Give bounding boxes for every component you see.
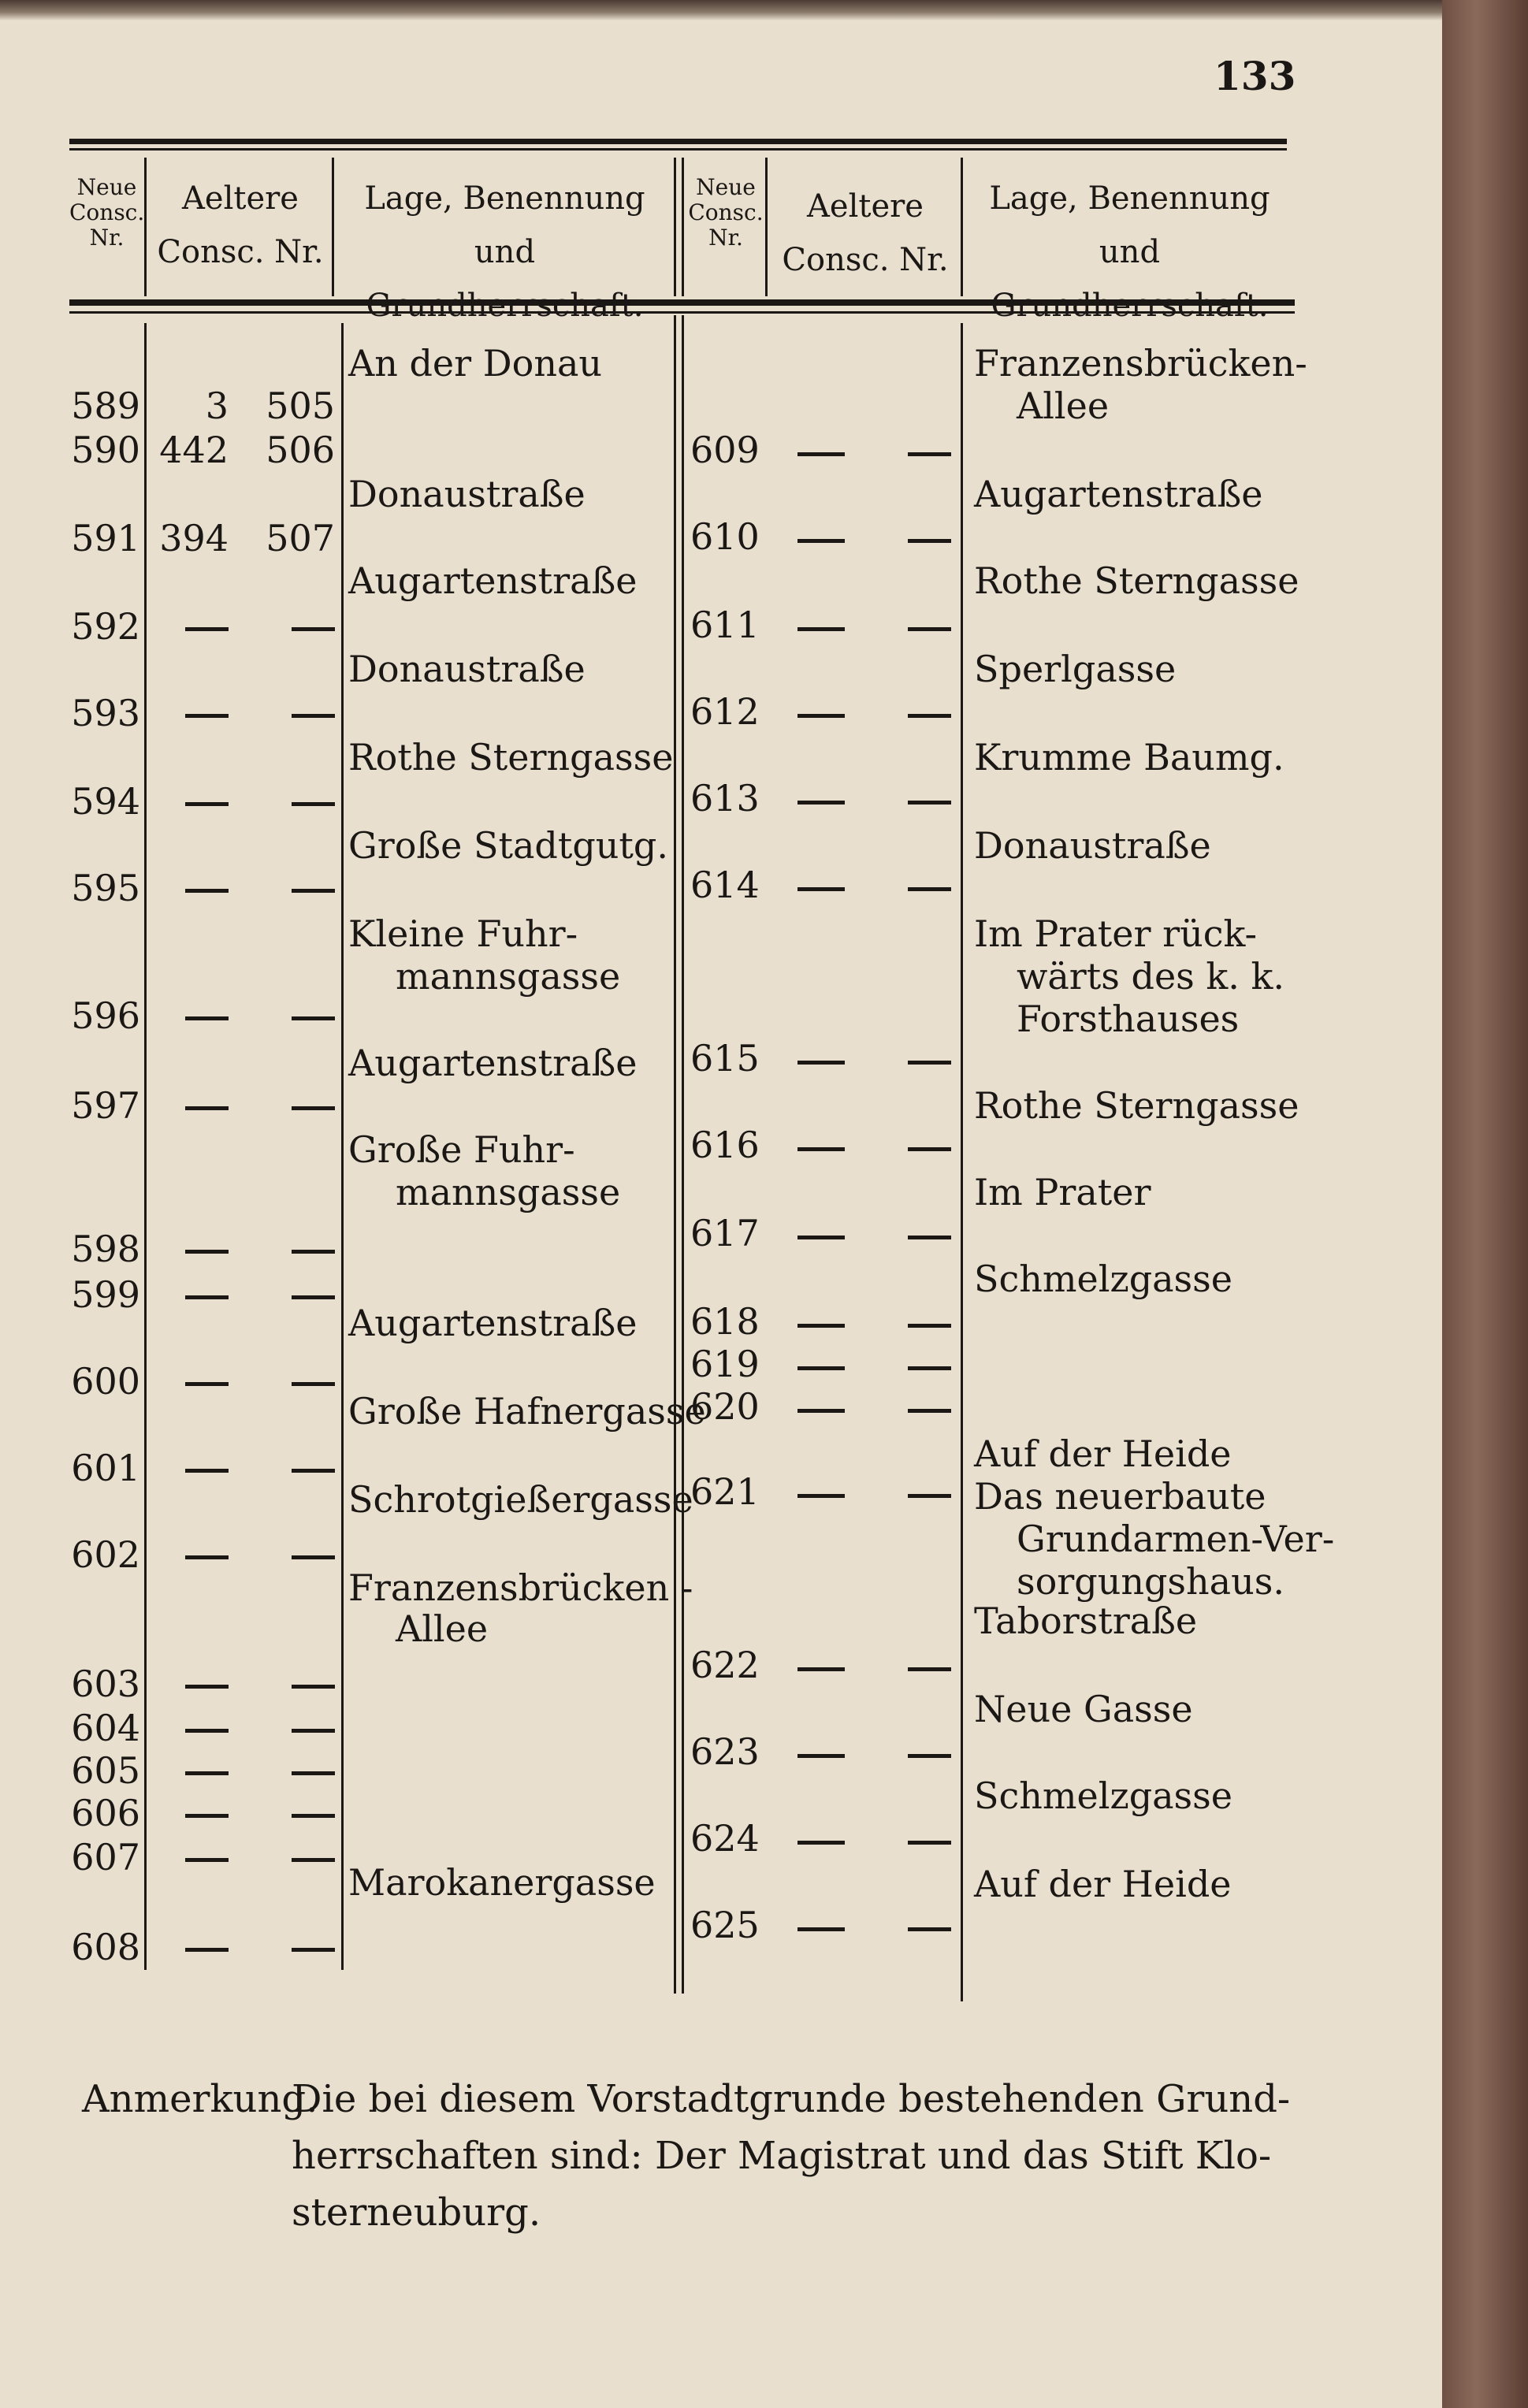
header-divider [332, 158, 334, 296]
right-neue-nr: 618 [690, 1300, 760, 1343]
left-location: Große Hafnergasse [348, 1390, 706, 1433]
left-aeltere-nr-1: 442 [159, 429, 229, 471]
left-aeltere-nr-2 [292, 889, 335, 893]
header-aeltere-consc-nr-right: Aeltere Consc. Nr. [782, 188, 949, 278]
left-location: Kleine Fuhr- [348, 912, 578, 955]
left-aeltere-nr-2 [292, 1814, 335, 1818]
left-location: Große Fuhr- [348, 1128, 575, 1171]
left-neue-nr: 595 [71, 867, 140, 909]
left-aeltere-nr-2 [292, 1858, 335, 1862]
right-location: Schmelzgasse [974, 1258, 1232, 1300]
left-aeltere-nr-2 [292, 714, 335, 718]
left-location: Rothe Sterngasse [348, 736, 674, 779]
right-location: Im Prater rück- [974, 912, 1258, 955]
right-aeltere-nr-2 [908, 1409, 951, 1413]
right-aeltere-nr-1 [797, 1667, 845, 1671]
right-aeltere-nr-1 [797, 1754, 845, 1758]
right-location: Augartenstraße [974, 473, 1263, 515]
right-aeltere-nr-2 [908, 539, 951, 543]
page-top-edge [0, 0, 1442, 20]
right-aeltere-nr-1 [797, 1841, 845, 1845]
left-aeltere-nr-2 [292, 1106, 335, 1110]
left-aeltere-nr-1 [185, 802, 229, 806]
right-aeltere-nr-1 [797, 1366, 845, 1370]
right-location: Auf der Heide [974, 1863, 1232, 1905]
right-aeltere-nr-2 [908, 1667, 951, 1671]
header-neue-consc-nr: Neue Consc. Nr. [69, 174, 145, 251]
left-neue-nr: 597 [71, 1084, 140, 1127]
left-aeltere-nr-2 [292, 1469, 335, 1473]
right-neue-nr: 619 [690, 1343, 760, 1385]
left-location: Marokanergasse [348, 1861, 656, 1904]
left-aeltere-nr-2 [292, 1555, 335, 1559]
right-neue-nr: 611 [690, 604, 760, 646]
column-divider [682, 315, 684, 1994]
left-aeltere-nr-1 [185, 1382, 229, 1386]
left-location: Augartenstraße [348, 559, 638, 602]
left-location: Allee [396, 1607, 489, 1650]
right-aeltere-nr-2 [908, 801, 951, 805]
left-neue-nr: 603 [71, 1663, 140, 1705]
left-aeltere-nr-2 [292, 1729, 335, 1733]
right-aeltere-nr-2 [908, 1324, 951, 1328]
header-divider [682, 158, 684, 296]
right-aeltere-nr-2 [908, 452, 951, 456]
right-aeltere-nr-1 [797, 1409, 845, 1413]
header-lage: Lage, Benennung und Grundherrschaft. [364, 180, 645, 324]
right-aeltere-nr-2 [908, 1494, 951, 1498]
left-aeltere-nr-2: 505 [266, 385, 335, 427]
left-aeltere-nr-1 [185, 1106, 229, 1110]
right-location: Taborstraße [974, 1600, 1198, 1642]
column-divider [674, 315, 676, 1994]
left-location: Franzensbrücken - [348, 1566, 693, 1609]
left-neue-nr: 600 [71, 1360, 140, 1403]
left-aeltere-nr-2 [292, 1771, 335, 1775]
right-location: Schmelzgasse [974, 1774, 1232, 1817]
left-aeltere-nr-2 [292, 1016, 335, 1020]
right-location: Sperlgasse [974, 648, 1177, 690]
right-aeltere-nr-2 [908, 1061, 951, 1065]
right-location: Rothe Sterngasse [974, 559, 1299, 602]
left-aeltere-nr-1 [185, 1814, 229, 1818]
right-neue-nr: 620 [690, 1385, 760, 1428]
right-location: Im Prater [974, 1171, 1151, 1213]
right-location: Das neuerbaute [974, 1475, 1266, 1518]
left-location: Schrotgießergasse [348, 1478, 693, 1521]
right-neue-nr: 609 [690, 429, 760, 471]
right-location: Rothe Sterngasse [974, 1084, 1299, 1127]
note-line-2: herrschaften sind: Der Magistrat und das Stift Klo- [292, 2134, 1272, 2178]
left-neue-nr: 598 [71, 1228, 140, 1270]
right-aeltere-nr-2 [908, 1841, 951, 1845]
right-neue-nr: 622 [690, 1644, 760, 1686]
left-aeltere-nr-1 [185, 1016, 229, 1020]
left-location: Augartenstraße [348, 1042, 638, 1084]
left-aeltere-nr-1 [185, 889, 229, 893]
right-neue-nr: 615 [690, 1037, 760, 1080]
right-aeltere-nr-2 [908, 627, 951, 631]
right-neue-nr: 624 [690, 1817, 760, 1860]
right-aeltere-nr-1 [797, 1324, 845, 1328]
right-aeltere-nr-2 [908, 1147, 951, 1151]
left-aeltere-nr-2 [292, 1295, 335, 1299]
right-neue-nr: 613 [690, 777, 760, 819]
right-neue-nr: 610 [690, 515, 760, 558]
right-location: Auf der Heide [974, 1433, 1232, 1475]
left-neue-nr: 601 [71, 1447, 140, 1489]
right-location: Donaustraße [974, 824, 1211, 867]
right-aeltere-nr-1 [797, 1236, 845, 1239]
right-aeltere-nr-1 [797, 1061, 845, 1065]
left-neue-nr: 608 [71, 1926, 140, 1968]
right-aeltere-nr-1 [797, 539, 845, 543]
header-divider [765, 158, 768, 296]
note-label: Anmerkung. [82, 2077, 318, 2121]
left-aeltere-nr-2 [292, 1250, 335, 1254]
note-line-1: Die bei diesem Vorstadtgrunde bestehenden Grund- [292, 2077, 1291, 2121]
right-aeltere-nr-2 [908, 1366, 951, 1370]
header-aeltere-consc-nr: Aeltere Consc. Nr. [157, 180, 324, 270]
left-aeltere-nr-1 [185, 1250, 229, 1254]
left-location: Große Stadtgutg. [348, 824, 668, 867]
header-top-rule [69, 139, 1287, 144]
header-divider [674, 158, 676, 296]
column-divider [961, 323, 963, 2001]
right-neue-nr: 616 [690, 1124, 760, 1166]
right-aeltere-nr-2 [908, 1754, 951, 1758]
right-neue-nr: 614 [690, 864, 760, 906]
left-location: Donaustraße [348, 648, 586, 690]
left-aeltere-nr-2 [292, 627, 335, 631]
left-neue-nr: 591 [71, 517, 140, 559]
right-aeltere-nr-2 [908, 1927, 951, 1931]
left-aeltere-nr-1: 3 [205, 385, 229, 427]
right-aeltere-nr-1 [797, 714, 845, 718]
left-neue-nr: 592 [71, 605, 140, 648]
right-location: sorgungshaus. [1017, 1560, 1284, 1603]
left-neue-nr: 605 [71, 1749, 140, 1792]
header-top-rule-thin [69, 148, 1287, 150]
left-neue-nr: 594 [71, 780, 140, 823]
header-divider [144, 158, 147, 296]
left-aeltere-nr-1 [185, 1555, 229, 1559]
right-aeltere-nr-1 [797, 1927, 845, 1931]
left-aeltere-nr-2: 506 [266, 429, 335, 471]
note-line-3: sterneuburg. [292, 2191, 541, 2235]
left-neue-nr: 599 [71, 1273, 140, 1316]
right-aeltere-nr-1 [797, 887, 845, 891]
left-aeltere-nr-1 [185, 1729, 229, 1733]
left-location: mannsgasse [396, 955, 621, 998]
left-neue-nr: 590 [71, 429, 140, 471]
right-location: Franzensbrücken- [974, 342, 1307, 385]
right-aeltere-nr-1 [797, 452, 845, 456]
right-location: Neue Gasse [974, 1688, 1193, 1730]
left-aeltere-nr-2: 507 [266, 517, 335, 559]
left-neue-nr: 593 [71, 692, 140, 734]
right-neue-nr: 623 [690, 1730, 760, 1773]
right-aeltere-nr-1 [797, 801, 845, 805]
left-aeltere-nr-1 [185, 1858, 229, 1862]
header-lage-right: Lage, Benennung und Grundherrschaft. [989, 180, 1270, 324]
right-aeltere-nr-2 [908, 1236, 951, 1239]
left-neue-nr: 589 [71, 385, 140, 427]
column-divider [144, 323, 147, 1970]
right-aeltere-nr-2 [908, 887, 951, 891]
left-location: Donaustraße [348, 473, 586, 515]
header-divider [961, 158, 963, 296]
left-aeltere-nr-1 [185, 627, 229, 631]
right-neue-nr: 621 [690, 1470, 760, 1513]
right-aeltere-nr-2 [908, 714, 951, 718]
left-aeltere-nr-1 [185, 1295, 229, 1299]
right-location: Forsthauses [1017, 998, 1240, 1040]
right-location: Grundarmen-Ver- [1017, 1518, 1335, 1560]
header-neue-consc-nr-right: Neue Consc. Nr. [688, 174, 764, 251]
right-location: Allee [1017, 385, 1110, 427]
right-aeltere-nr-1 [797, 627, 845, 631]
left-aeltere-nr-2 [292, 1685, 335, 1689]
right-neue-nr: 617 [690, 1212, 760, 1254]
right-aeltere-nr-1 [797, 1147, 845, 1151]
left-neue-nr: 604 [71, 1707, 140, 1749]
left-aeltere-nr-1 [185, 714, 229, 718]
left-location: An der Donau [348, 342, 602, 385]
left-aeltere-nr-2 [292, 1382, 335, 1386]
right-neue-nr: 612 [690, 690, 760, 733]
book-spine-edge [1442, 0, 1528, 2408]
column-divider [341, 323, 344, 1970]
left-location: mannsgasse [396, 1171, 621, 1213]
right-location: wärts des k. k. [1017, 955, 1285, 998]
right-aeltere-nr-1 [797, 1494, 845, 1498]
left-aeltere-nr-1 [185, 1948, 229, 1952]
left-neue-nr: 607 [71, 1836, 140, 1878]
right-neue-nr: 625 [690, 1904, 760, 1946]
left-aeltere-nr-2 [292, 1948, 335, 1952]
left-aeltere-nr-1: 394 [159, 517, 229, 559]
left-neue-nr: 596 [71, 994, 140, 1037]
left-neue-nr: 602 [71, 1533, 140, 1576]
left-aeltere-nr-1 [185, 1771, 229, 1775]
left-aeltere-nr-1 [185, 1469, 229, 1473]
page-number: 133 [1214, 53, 1296, 99]
right-location: Krumme Baumg. [974, 736, 1284, 779]
left-aeltere-nr-2 [292, 802, 335, 806]
left-aeltere-nr-1 [185, 1685, 229, 1689]
left-location: Augartenstraße [348, 1302, 638, 1344]
left-neue-nr: 606 [71, 1792, 140, 1834]
